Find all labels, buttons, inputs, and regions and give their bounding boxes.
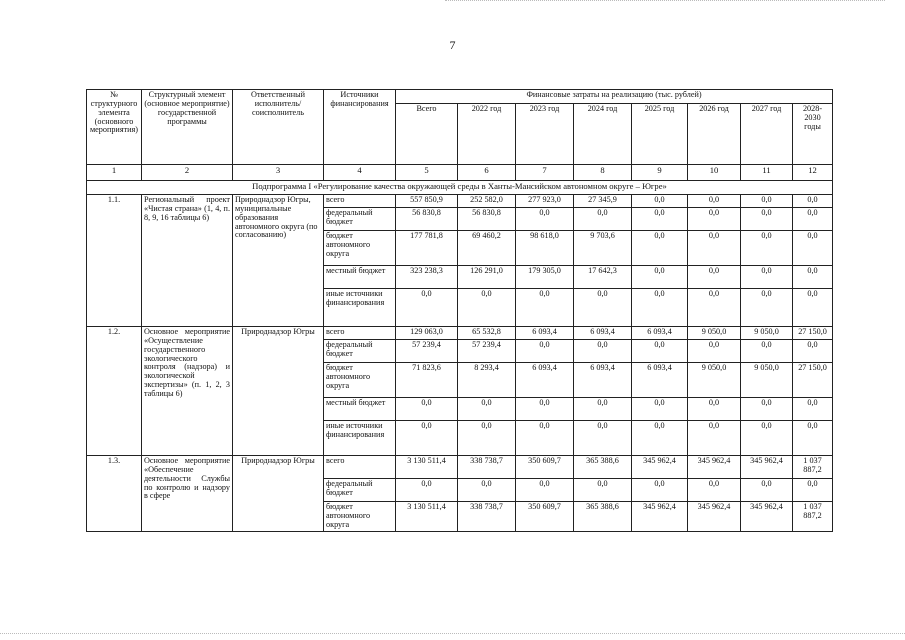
funding-value: 0,0 [741,208,793,231]
funding-value: 338 738,7 [458,502,516,532]
funding-source: федеральный бюджет [324,340,396,363]
funding-value: 177 781,8 [396,231,458,266]
funding-value: 0,0 [688,398,741,421]
responsible-executor: Природнадзор Югры [233,456,324,532]
funding-value: 0,0 [741,398,793,421]
scan-noise-bottom [0,633,905,636]
funding-value: 0,0 [793,208,833,231]
funding-source: федеральный бюджет [324,479,396,502]
table-row [87,327,833,340]
column-number: 10 [688,165,741,181]
funding-value: 0,0 [741,231,793,266]
funding-value: 0,0 [516,398,574,421]
funding-value: 0,0 [632,208,688,231]
subprogram-title: Подпрограмма I «Регулирование качества окружающей среды в Ханты-Мансийском автономном округе – Югре» [87,181,833,195]
funding-value: 0,0 [688,479,741,502]
funding-value: 0,0 [793,289,833,327]
funding-value: 0,0 [688,195,741,208]
funding-value: 252 582,0 [458,195,516,208]
funding-value: 9 050,0 [688,327,741,340]
funding-value: 98 618,0 [516,231,574,266]
funding-value: 0,0 [688,208,741,231]
table-row [87,456,833,479]
header-year: 2028-2030 годы [793,104,833,165]
funding-value: 27 150,0 [793,327,833,340]
funding-value: 0,0 [574,479,632,502]
funding-value: 0,0 [632,289,688,327]
funding-value: 277 923,0 [516,195,574,208]
funding-value: 0,0 [458,289,516,327]
funding-value: 1 037 887,2 [793,456,833,479]
funding-value: 0,0 [516,208,574,231]
funding-value: 6 093,4 [574,327,632,340]
funding-value: 6 093,4 [516,327,574,340]
header-year: 2025 год [632,104,688,165]
funding-value: 0,0 [574,398,632,421]
funding-value: 179 305,0 [516,266,574,289]
column-number: 3 [233,165,324,181]
funding-value: 0,0 [741,479,793,502]
funding-value: 0,0 [632,479,688,502]
funding-value: 0,0 [793,398,833,421]
funding-source: местный бюджет [324,398,396,421]
funding-value: 9 050,0 [688,363,741,398]
funding-value: 65 532,8 [458,327,516,340]
funding-value: 0,0 [458,421,516,456]
structural-element: Основное мероприятие «Обеспечение деятельности Службы по контролю и надзору в сфере [142,456,233,532]
funding-value: 0,0 [793,195,833,208]
funding-value: 323 238,3 [396,266,458,289]
responsible-executor: Природнадзор Югры [233,327,324,456]
funding-value: 0,0 [793,266,833,289]
funding-value: 0,0 [396,398,458,421]
header-structural-element: Структурный элемент (основное мероприятие) государственной программы [142,90,233,165]
funding-source: всего [324,327,396,340]
funding-value: 57 239,4 [458,340,516,363]
column-number: 8 [574,165,632,181]
funding-value: 0,0 [574,208,632,231]
header-year: Всего [396,104,458,165]
funding-value: 0,0 [741,340,793,363]
funding-value: 9 703,6 [574,231,632,266]
column-number: 2 [142,165,233,181]
funding-value: 345 962,4 [741,502,793,532]
funding-value: 0,0 [741,266,793,289]
funding-value: 0,0 [688,340,741,363]
column-number: 9 [632,165,688,181]
header-responsible: Ответственный исполнитель/ соисполнитель [233,90,324,165]
funding-value: 6 093,4 [632,327,688,340]
funding-value: 350 609,7 [516,502,574,532]
funding-value: 0,0 [793,340,833,363]
funding-value: 0,0 [574,421,632,456]
funding-value: 3 130 511,4 [396,456,458,479]
funding-value: 71 823,6 [396,363,458,398]
header-year: 2027 год [741,104,793,165]
funding-value: 365 388,6 [574,456,632,479]
table-row [87,195,833,208]
header-sources: Источники финансирования [324,90,396,165]
funding-value: 557 850,9 [396,195,458,208]
funding-value: 27 150,0 [793,363,833,398]
funding-value: 0,0 [632,340,688,363]
funding-source: бюджет автономного округа [324,363,396,398]
scan-noise-top [445,0,885,3]
funding-value: 69 460,2 [458,231,516,266]
funding-value: 365 388,6 [574,502,632,532]
funding-value: 345 962,4 [688,502,741,532]
funding-value: 0,0 [458,479,516,502]
column-number: 5 [396,165,458,181]
funding-value: 0,0 [396,479,458,502]
column-number: 7 [516,165,574,181]
structural-element: Региональный проект «Чистая страна» (1, 4, п. 8, 9, 16 таблицы 6) [142,195,233,327]
funding-value: 27 345,9 [574,195,632,208]
funding-source: бюджет автономного округа [324,231,396,266]
funding-value: 0,0 [516,289,574,327]
column-number: 1 [87,165,142,181]
funding-value: 0,0 [688,231,741,266]
funding-value: 0,0 [574,289,632,327]
funding-value: 8 293,4 [458,363,516,398]
structural-number: 1.2. [87,327,142,456]
structural-element: Основное мероприятие «Осуществление государственного экологического контроля (надзора) и экологической экспертизы» (п. 1, 2, 3 таблицы 6) [142,327,233,456]
funding-value: 6 093,4 [574,363,632,398]
funding-value: 350 609,7 [516,456,574,479]
funding-value: 0,0 [741,195,793,208]
funding-value: 6 093,4 [516,363,574,398]
header-financial-costs: Финансовые затраты на реализацию (тыс. рублей) [396,90,833,104]
funding-value: 0,0 [632,266,688,289]
funding-source: федеральный бюджет [324,208,396,231]
funding-value: 56 830,8 [458,208,516,231]
column-number: 11 [741,165,793,181]
funding-value: 345 962,4 [632,502,688,532]
financing-table [86,89,833,532]
funding-source: всего [324,456,396,479]
funding-value: 0,0 [516,340,574,363]
header-year: 2023 год [516,104,574,165]
funding-value: 0,0 [688,289,741,327]
structural-number: 1.1. [87,195,142,327]
funding-value: 345 962,4 [741,456,793,479]
funding-value: 57 239,4 [396,340,458,363]
column-number: 4 [324,165,396,181]
funding-value: 1 037 887,2 [793,502,833,532]
funding-value: 0,0 [688,421,741,456]
funding-value: 9 050,0 [741,363,793,398]
funding-value: 56 830,8 [396,208,458,231]
funding-value: 129 063,0 [396,327,458,340]
funding-value: 345 962,4 [688,456,741,479]
funding-value: 0,0 [741,289,793,327]
funding-value: 0,0 [458,398,516,421]
funding-value: 0,0 [632,398,688,421]
funding-source: всего [324,195,396,208]
funding-value: 0,0 [632,231,688,266]
funding-source: иные источники финансирования [324,289,396,327]
funding-value: 0,0 [396,289,458,327]
funding-value: 0,0 [396,421,458,456]
funding-value: 345 962,4 [632,456,688,479]
funding-value: 9 050,0 [741,327,793,340]
funding-value: 338 738,7 [458,456,516,479]
funding-value: 0,0 [516,479,574,502]
funding-value: 0,0 [688,266,741,289]
responsible-executor: Природнадзор Югры, муниципальные образования автономного округа (по согласованию) [233,195,324,327]
funding-value: 0,0 [516,421,574,456]
funding-source: местный бюджет [324,266,396,289]
funding-source: бюджет автономного округа [324,502,396,532]
funding-value: 0,0 [793,421,833,456]
funding-value: 6 093,4 [632,363,688,398]
funding-value: 0,0 [793,231,833,266]
funding-value: 0,0 [741,421,793,456]
header-year: 2022 год [458,104,516,165]
header-year: 2024 год [574,104,632,165]
funding-value: 3 130 511,4 [396,502,458,532]
page-number: 7 [449,38,456,52]
header-structural-number: № структурного элемента (основного мероприятия) [87,90,142,165]
funding-value: 0,0 [793,479,833,502]
funding-value: 17 642,3 [574,266,632,289]
column-number: 6 [458,165,516,181]
header-year: 2026 год [688,104,741,165]
funding-source: иные источники финансирования [324,421,396,456]
funding-value: 0,0 [632,421,688,456]
column-number: 12 [793,165,833,181]
funding-value: 0,0 [632,195,688,208]
structural-number: 1.3. [87,456,142,532]
funding-value: 126 291,0 [458,266,516,289]
funding-value: 0,0 [574,340,632,363]
